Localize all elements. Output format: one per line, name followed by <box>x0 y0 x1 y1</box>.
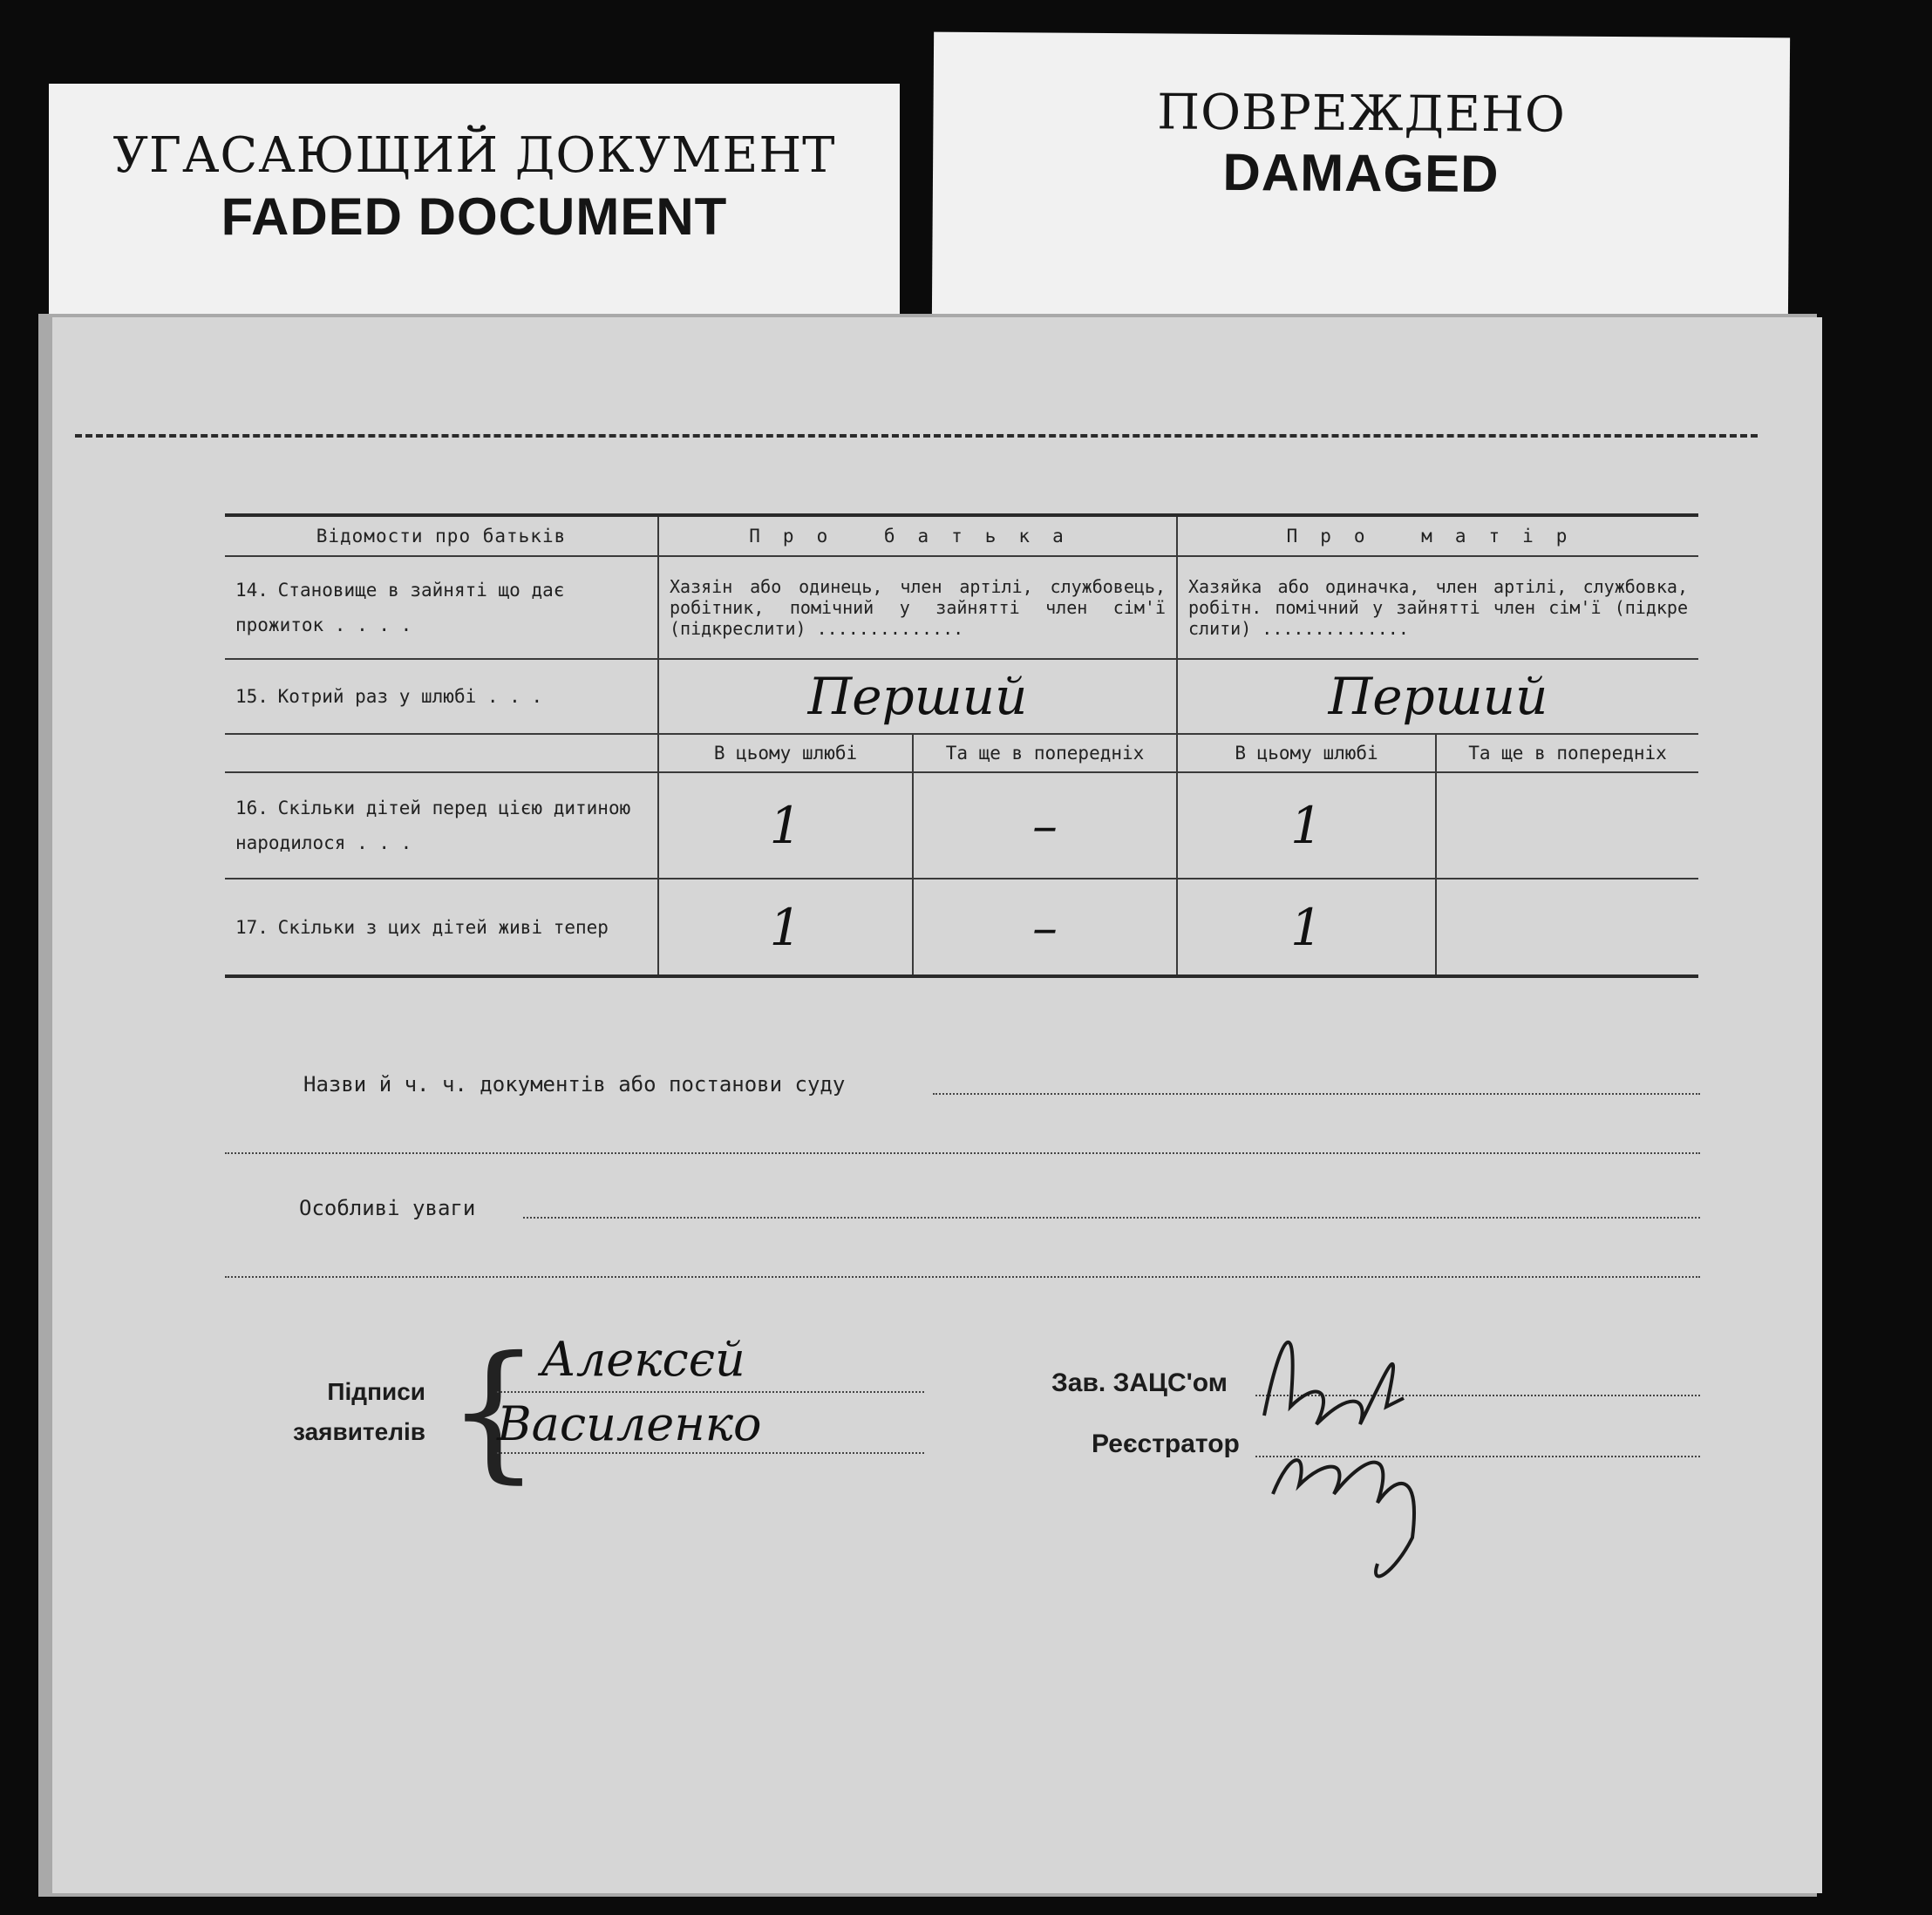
question-number: 15. <box>235 686 269 707</box>
faded-label-ru: УГАСАЮЩИЙ ДОКУМЕНТ <box>112 127 836 184</box>
father-children-previous: – <box>913 772 1177 879</box>
official-signatures-scribble <box>1255 1276 1517 1607</box>
subheader-father-this: В цьому шлюбі <box>658 734 913 772</box>
damaged-label <box>932 32 1790 326</box>
mother-marriage-count: Перший <box>1177 659 1698 734</box>
question-number: 16. <box>235 798 269 818</box>
question-text: Скільки дітей перед цією дитиною народилося . . . <box>235 798 631 853</box>
question-number: 17. <box>235 916 269 938</box>
father-living-this: 1 <box>658 879 913 976</box>
father-marriage-count: Перший <box>658 659 1177 734</box>
documents-label: Назви й ч. ч. документів або постанови суду <box>303 1072 846 1097</box>
subheader-mother-previous: Та ще в попередніх <box>1436 734 1698 772</box>
question-number: 14. <box>235 580 269 601</box>
signer-2-signature: Василенко <box>497 1396 762 1451</box>
documents-dotted-line-2 <box>225 1152 1700 1154</box>
mother-children-previous <box>1436 772 1698 879</box>
brace-glyph: { <box>446 1325 541 1497</box>
faded-label-en: FADED DOCUMENT <box>221 187 728 246</box>
table-subheader-row <box>225 734 1698 772</box>
remarks-label: Особливі уваги <box>299 1196 476 1220</box>
question-text: Скільки з цих дітей живі тепер <box>277 916 609 938</box>
signatures-title-line2: заявителів <box>293 1418 425 1445</box>
documents-dotted-line <box>933 1093 1700 1095</box>
mother-living-previous <box>1436 879 1698 976</box>
registrar-label: Реєстратор <box>1092 1429 1240 1458</box>
table-row-15 <box>225 659 1698 734</box>
table-header-row <box>225 515 1698 556</box>
head-label: Зав. ЗАЦС'ом <box>1051 1368 1228 1397</box>
question-text: Котрий раз у шлюбі . . . <box>277 686 543 707</box>
faded-document-label <box>49 84 900 321</box>
header-mother: Про матір <box>1177 515 1698 556</box>
mother-living-this: 1 <box>1177 879 1436 976</box>
question-text: Становище в зайняті що дає прожиток . . . . <box>235 580 565 635</box>
header-parents-info: Відомости про батьків <box>225 515 658 556</box>
parents-info-table <box>225 513 1698 978</box>
subheader-empty <box>225 734 658 772</box>
signer-1-line <box>497 1391 924 1393</box>
father-living-previous: – <box>913 879 1177 976</box>
damaged-label-ru: ПОВРЕЖДЕНО <box>1157 84 1567 144</box>
father-occupation-options: Хазяін або одинець, член артілі, службовець, робітник, помічний у зайнятті член сім'ї (підкреслити) .............. <box>658 556 1177 659</box>
remarks-dotted-line <box>523 1217 1700 1219</box>
subheader-mother-this: В цьому шлюбі <box>1177 734 1436 772</box>
table-row-17 <box>225 879 1698 976</box>
perforation-line <box>75 434 1758 438</box>
signatures-title <box>262 1372 425 1452</box>
register-page <box>52 317 1822 1893</box>
mother-children-this: 1 <box>1177 772 1436 879</box>
question-14 <box>225 556 658 659</box>
signatures-title-line1: Підписи <box>327 1378 425 1405</box>
question-17 <box>225 879 658 976</box>
table-row-14 <box>225 556 1698 659</box>
damaged-label-en: DAMAGED <box>1222 142 1500 204</box>
question-16 <box>225 772 658 879</box>
signer-1-signature: Алексєй <box>541 1332 745 1387</box>
subheader-father-previous: Та ще в попередніх <box>913 734 1177 772</box>
father-children-this: 1 <box>658 772 913 879</box>
question-15 <box>225 659 658 734</box>
header-father: Про батька <box>658 515 1177 556</box>
signer-2-line <box>497 1452 924 1454</box>
mother-occupation-options: Хазяйка або одиначка, член артілі, службовка, робітн. помічний у зайнятті член сім'ї (підкре слити) .............. <box>1177 556 1698 659</box>
table-row-16 <box>225 772 1698 879</box>
